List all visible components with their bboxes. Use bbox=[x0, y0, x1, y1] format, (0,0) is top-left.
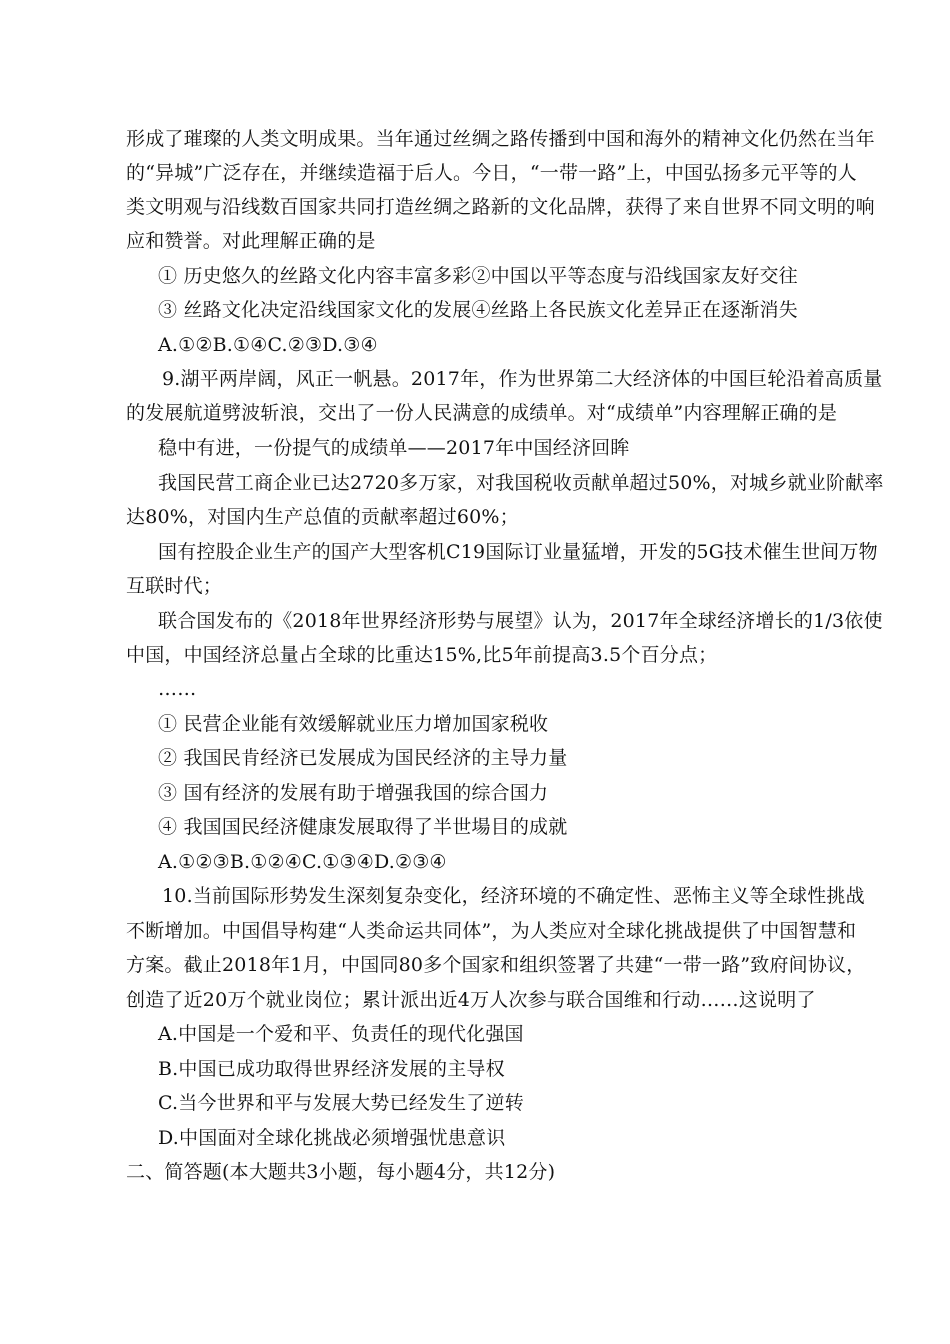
q10-stem-line-3: 方案。截止2018年1月，中国同80多个国家和组织签署了共建“一带一路”致府间协议， bbox=[126, 954, 866, 976]
q9-para3-line-2: 中国，中国经济总量占全球的比重达15%,比5年前提高3.5个百分点； bbox=[126, 644, 718, 666]
q10-option-b: B.中国已成功取得世界经济发展的主导权 bbox=[158, 1058, 505, 1080]
q10-stem-line-1: 10.当前国际形势发生深刻复杂变化，经济环境的不确定性、恶怖主义等全球性挑战 bbox=[162, 885, 865, 907]
q8-options: A.①②B.①④C.②③D.③④ bbox=[158, 334, 378, 356]
q9-statement-3: ③ 国有经济的发展有助于增强我国的综合国力 bbox=[158, 782, 549, 804]
q10-option-c: C.当今世界和平与发展大势已经发生了逆转 bbox=[158, 1092, 524, 1114]
intro-line-4: 应和赞誉。对此理解正确的是 bbox=[126, 230, 376, 252]
q9-stem-line-1: 9.湖平两岸阔，风正一帆悬。2017年，作为世界第二大经济体的中国巨轮沿着高质量 bbox=[162, 368, 883, 390]
q9-stem-line-2: 的发展航道劈波斩浪，交出了一份人民满意的成绩单。对“成绩单”内容理解正确的是 bbox=[126, 402, 838, 424]
q8-statements-line-2: ③ 丝路文化决定沿线国家文化的发展④丝路上各民族文化差异正在逐渐消失 bbox=[158, 299, 798, 321]
q9-ellipsis: …… bbox=[158, 678, 197, 700]
section-two-heading: 二、简答题(本大题共3小题，每小题4分，共12分) bbox=[126, 1161, 556, 1183]
q9-statement-4: ④ 我国国民经济健康发展取得了半世場目的成就 bbox=[158, 816, 568, 838]
intro-line-2: 的“异城”广泛存在，并继续造福于后人。今日，“一带一路”上，中国弘扬多元平等的人 bbox=[126, 162, 857, 184]
q10-stem-line-4: 创造了近20万个就业岗位；累计派出近4万人次参与联合国维和行动……这说明了 bbox=[126, 989, 816, 1011]
q10-option-d: D.中国面对全球化挑战必须增强忧患意识 bbox=[158, 1127, 506, 1149]
intro-line-1: 形成了璀璨的人类文明成果。当年通过丝绸之路传播到中国和海外的精神文化仍然在当年 bbox=[126, 128, 875, 150]
q9-statement-1: ① 民营企业能有效缓解就业压力增加国家税收 bbox=[158, 713, 549, 735]
q9-para3-line-1: 联合国发布的《2018年世界经济形势与展望》认为，2017年全球经济增长的1/3依使 bbox=[158, 610, 883, 632]
q10-stem-line-2: 不断增加。中国倡导构建“人类命运共同体”，为人类应对全球化挑战提供了中国智慧和 bbox=[126, 920, 857, 942]
q9-statement-2: ② 我国民肯经济已发展成为国民经济的主导力量 bbox=[158, 747, 568, 769]
q9-para2-line-1: 国有控股企业生产的国产大型客机C19国际订业量猛增，开发的5G技术催生世间万物 bbox=[158, 541, 878, 563]
q9-para1-line-1: 我国民营工商企业已达2720多万家，对我国税收贡献单超过50%，对城乡就业阶献率 bbox=[158, 472, 884, 494]
q10-option-a: A.中国是一个爱和平、负责任的现代化强国 bbox=[158, 1023, 524, 1045]
q8-statements-line-1: ① 历史悠久的丝路文化内容丰富多彩②中国以平等态度与沿线国家友好交往 bbox=[158, 265, 798, 287]
q9-para1-line-2: 达80%，对国内生产总值的贡献率超过60%； bbox=[126, 506, 519, 528]
q9-material-title: 稳中有进，一份提气的成绩单——2017年中国经济回眸 bbox=[158, 437, 630, 459]
intro-line-3: 类文明观与沿线数百国家共同打造丝绸之路新的文化品牌，获得了来自世界不同文明的响 bbox=[126, 196, 875, 218]
q9-para2-line-2: 互联时代； bbox=[126, 575, 223, 597]
q9-options: A.①②③B.①②④C.①③④D.②③④ bbox=[158, 851, 447, 873]
